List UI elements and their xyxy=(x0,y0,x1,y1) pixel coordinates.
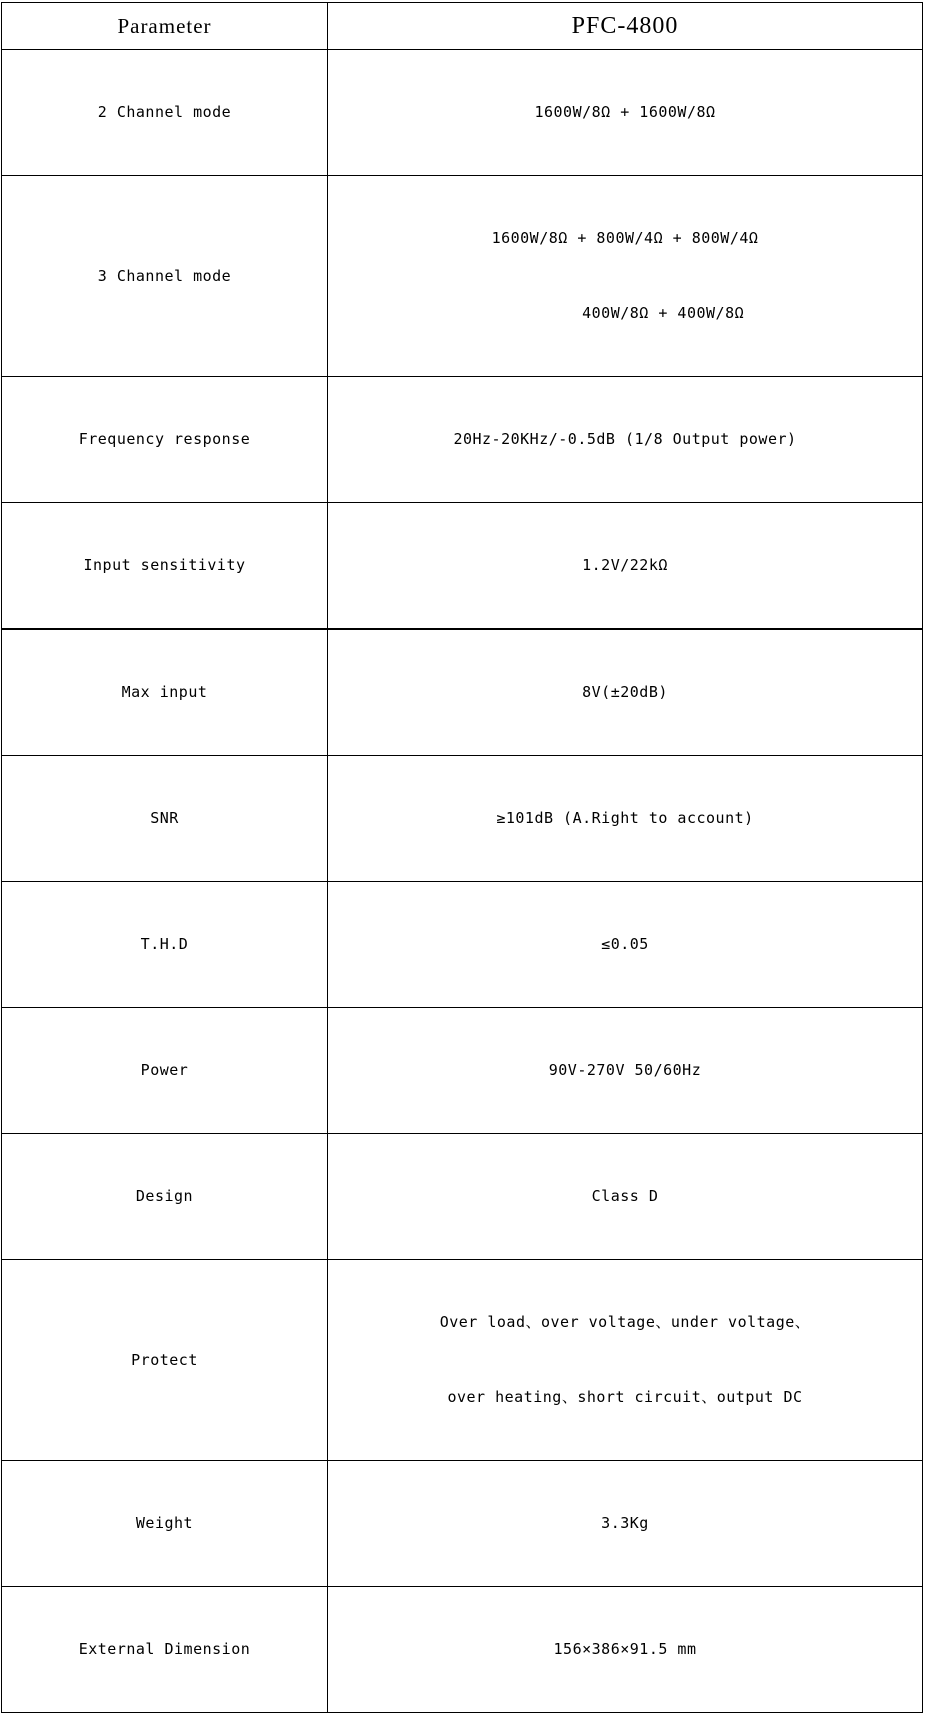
row-value xyxy=(328,1260,923,1461)
header-row xyxy=(2,3,923,50)
row-label: Input sensitivity xyxy=(2,503,328,630)
table-row xyxy=(2,756,923,882)
row-value xyxy=(328,1461,923,1587)
value-line: 3.3Kg xyxy=(601,1514,649,1532)
table-row xyxy=(2,176,923,377)
row-value xyxy=(328,756,923,882)
value-line: ≤0.05 xyxy=(601,935,649,953)
row-label: Frequency response xyxy=(2,377,328,503)
row-label: 3 Channel mode xyxy=(2,176,328,377)
model-header: PFC-4800 xyxy=(328,3,923,50)
row-value xyxy=(328,377,923,503)
row-label: Design xyxy=(2,1134,328,1260)
row-value xyxy=(328,629,923,756)
table-row xyxy=(2,629,923,756)
value-line: ≥101dB (A.Right to account) xyxy=(496,809,754,827)
row-label: 2 Channel mode xyxy=(2,50,328,176)
row-label: T.H.D xyxy=(2,882,328,1008)
row-label: Protect xyxy=(2,1260,328,1461)
table-row xyxy=(2,1134,923,1260)
row-label: External Dimension xyxy=(2,1587,328,1713)
row-value xyxy=(328,1587,923,1713)
value-line: Over load、over voltage、under voltage、 xyxy=(439,1313,811,1331)
row-value xyxy=(328,503,923,630)
table-row xyxy=(2,1260,923,1461)
table-row xyxy=(2,882,923,1008)
row-label: SNR xyxy=(2,756,328,882)
value-line: 400W/8Ω + 400W/8Ω xyxy=(505,304,745,322)
table-row xyxy=(2,1008,923,1134)
value-line: 90V-270V 50/60Hz xyxy=(548,1061,702,1079)
value-line: over heating、short circuit、output DC xyxy=(447,1388,803,1406)
value-line: Class D xyxy=(591,1187,659,1205)
row-label: Max input xyxy=(2,629,328,756)
value-line: 1600W/8Ω + 800W/4Ω + 800W/4Ω xyxy=(491,229,759,247)
table-row xyxy=(2,1587,923,1713)
row-value xyxy=(328,176,923,377)
table-row xyxy=(2,503,923,630)
parameter-header: Parameter xyxy=(2,3,328,50)
row-value xyxy=(328,50,923,176)
table-row xyxy=(2,1461,923,1587)
value-line: 8V(±20dB) xyxy=(582,683,668,701)
table-row xyxy=(2,50,923,176)
row-value xyxy=(328,882,923,1008)
row-label: Weight xyxy=(2,1461,328,1587)
row-value xyxy=(328,1008,923,1134)
value-line: 1.2V/22kΩ xyxy=(582,556,668,574)
row-value xyxy=(328,1134,923,1260)
value-line: 20Hz-20KHz/-0.5dB (1/8 Output power) xyxy=(453,430,797,448)
spec-table xyxy=(1,2,923,1713)
table-row xyxy=(2,377,923,503)
value-line: 156×386×91.5 mm xyxy=(553,1640,697,1658)
value-line: 1600W/8Ω + 1600W/8Ω xyxy=(534,103,716,121)
row-label: Power xyxy=(2,1008,328,1134)
